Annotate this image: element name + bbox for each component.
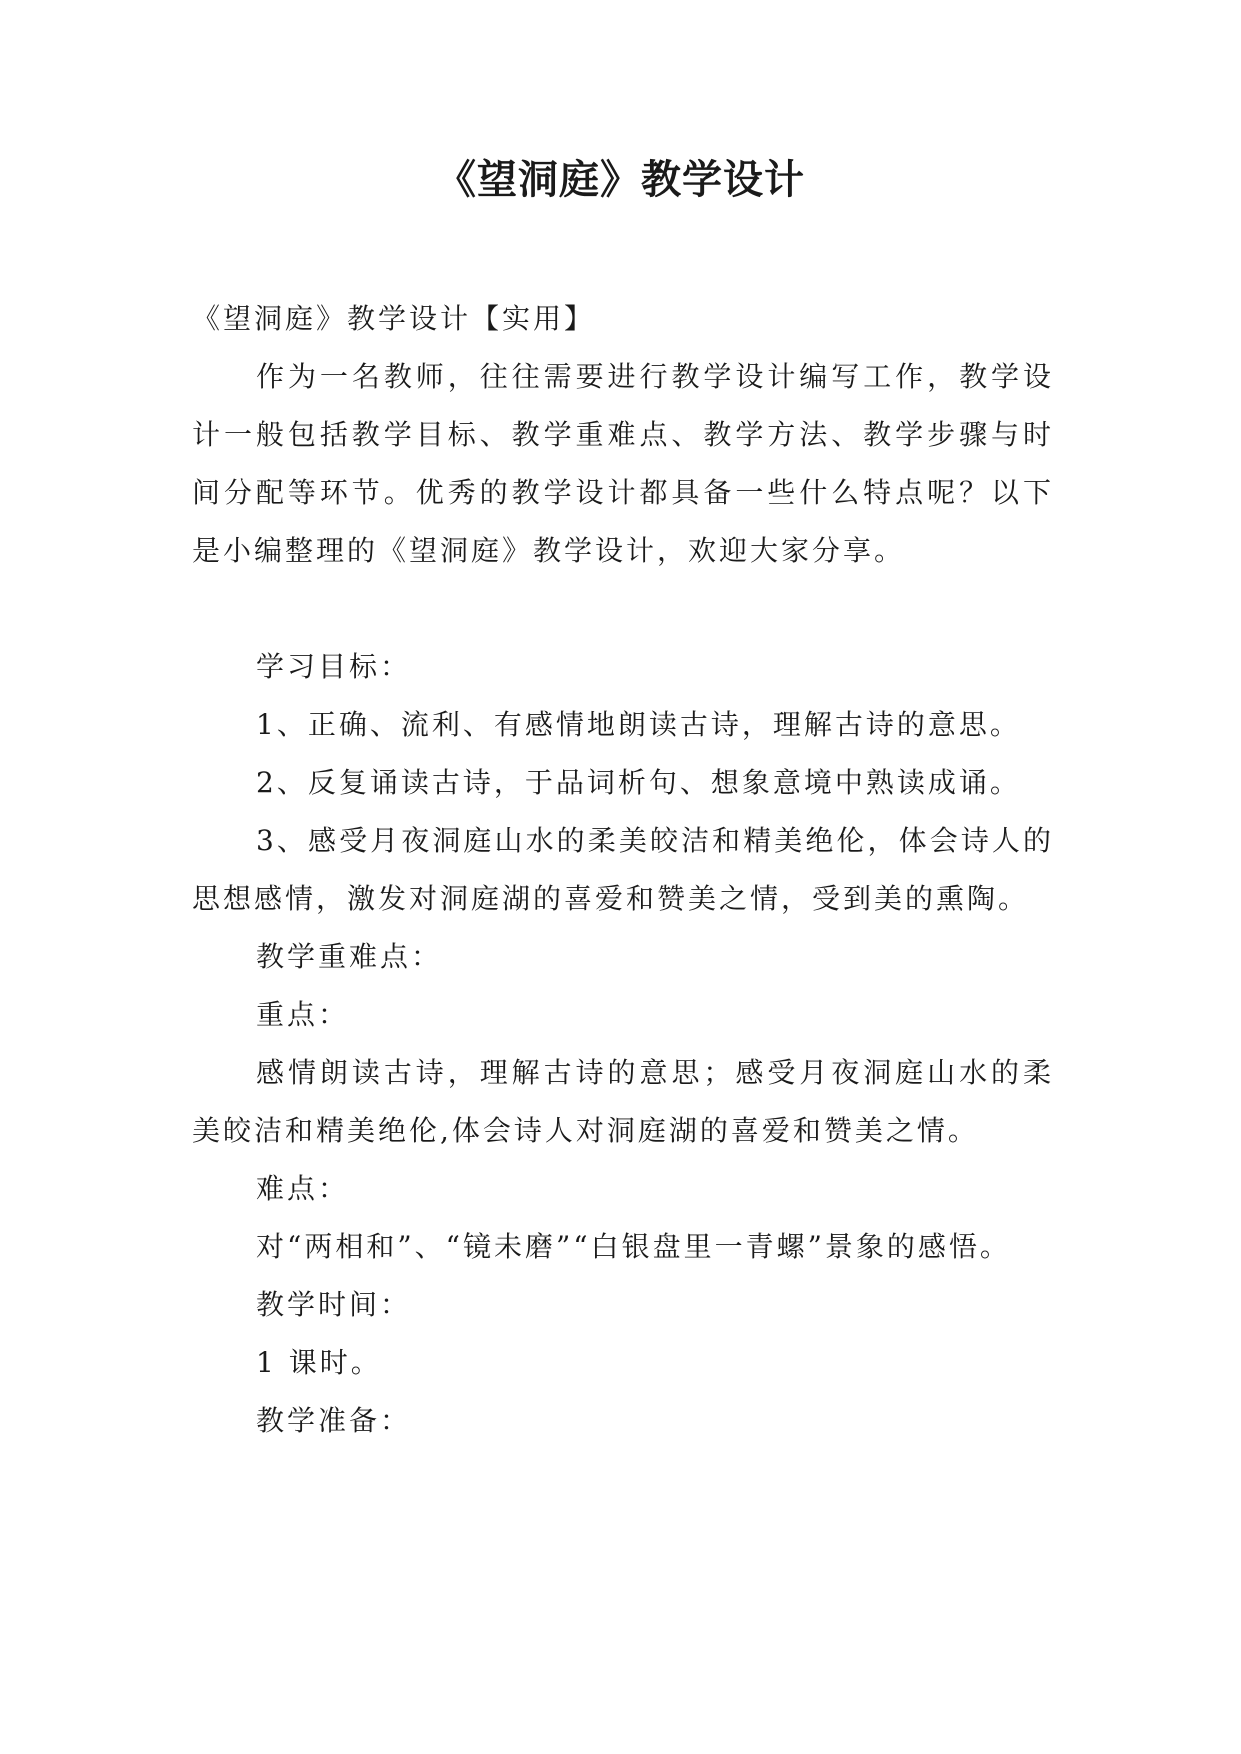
key-text: 感情朗读古诗，理解古诗的意思；感受月夜洞庭山水的柔美皎洁和精美绝伦,体会诗人对洞庭湖的喜爱和赞美之情。 (192, 1056, 1054, 1147)
document-body (192, 290, 1054, 1450)
time-text: 1 课时。 (256, 1346, 382, 1379)
document-title: 《望洞庭》教学设计 (436, 157, 805, 203)
intro-paragraph: 作为一名教师，往往需要进行教学设计编写工作，教学设计一般包括教学目标、教学重难点、教学方法、教学步骤与时间分配等环节。优秀的教学设计都具备一些什么特点呢？以下是小编整理的《望洞庭》教学设计，欢迎大家分享。 (192, 360, 1054, 567)
goal-item: 3、感受月夜洞庭山水的柔美皎洁和精美绝伦，体会诗人的思想感情，激发对洞庭湖的喜爱和赞美之情，受到美的熏陶。 (192, 824, 1054, 915)
key-heading: 重点： (256, 998, 350, 1031)
key-difficult-heading: 教学重难点： (256, 940, 443, 973)
difficult-heading: 难点： (256, 1172, 350, 1205)
goal-item: 1、正确、流利、有感情地朗读古诗，理解古诗的意思。 (256, 708, 1021, 741)
paragraph-gap (192, 580, 1054, 638)
goal-item: 2、反复诵读古诗，于品词析句、想象意境中熟读成诵。 (256, 766, 1021, 799)
goals-heading: 学习目标： (256, 650, 412, 683)
prep-heading: 教学准备： (256, 1404, 412, 1437)
difficult-text: 对“两相和”、“镜未磨”“白银盘里一青螺”景象的感悟。 (256, 1230, 1011, 1263)
subtitle: 《望洞庭》教学设计【实用】 (192, 302, 596, 335)
time-heading: 教学时间： (256, 1288, 412, 1321)
